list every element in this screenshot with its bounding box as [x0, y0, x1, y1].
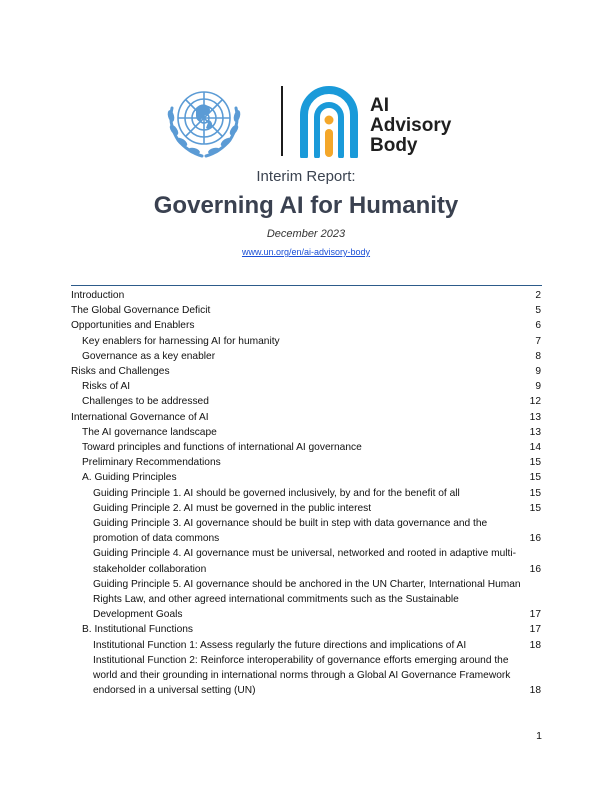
toc-entry[interactable] [71, 440, 541, 455]
toc-entry-page: 5 [535, 305, 541, 317]
wordmark-line-2: Advisory [370, 115, 452, 136]
toc-entry-title: The AI governance landscape [82, 426, 217, 438]
toc-entry[interactable] [71, 334, 541, 349]
toc-entry[interactable] [71, 394, 541, 409]
toc-entry-page: 15 [529, 472, 541, 484]
toc-entry[interactable] [71, 455, 541, 470]
toc-entry-page: 8 [535, 350, 541, 362]
report-url-link[interactable]: www.un.org/en/ai-advisory-body [241, 247, 371, 257]
toc-entry[interactable] [71, 486, 541, 501]
toc-entry-title: Institutional Function 2: Reinforce interoperability of governance efforts emerging around the world and their grounding in international norms through a Global AI Governance Framework endorsed in a universal setting (UN) [93, 654, 511, 697]
toc-entry-page: 2 [535, 290, 541, 301]
table-of-contents [71, 288, 541, 698]
toc-entry-page: 7 [535, 335, 541, 347]
toc-entry-page: 17 [529, 609, 541, 621]
toc-entry[interactable] [71, 470, 541, 485]
toc-entry[interactable] [71, 577, 541, 623]
toc-entry[interactable] [71, 410, 541, 425]
toc-entry[interactable] [71, 288, 541, 303]
report-date: December 2023 [266, 228, 346, 240]
toc-entry-page: 12 [529, 396, 541, 408]
toc-entry-title: Guiding Principle 2. AI must be governed in the public interest [93, 502, 372, 514]
toc-entry-title: Key enablers for harnessing AI for humanity [82, 335, 280, 347]
toc-entry-title: B. Institutional Functions [82, 624, 193, 636]
toc-entry[interactable] [71, 349, 541, 364]
toc-entry-title: A. Guiding Principles [82, 472, 177, 484]
toc-entry-page: 15 [529, 457, 541, 469]
toc-entry-page: 17 [529, 624, 541, 636]
wordmark-line-1: AI [370, 95, 389, 116]
logo-row [0, 78, 612, 164]
toc-entry-page: 9 [535, 366, 541, 378]
toc-divider [71, 285, 542, 286]
toc-entry[interactable] [71, 379, 541, 394]
toc-entry-title: Introduction [71, 290, 125, 301]
toc-entry-title: Governance as a key enabler [82, 350, 216, 362]
un-emblem-icon [162, 78, 246, 162]
toc-entry[interactable] [71, 303, 541, 318]
toc-entry-page: 14 [529, 442, 541, 454]
page-number: 1 [536, 730, 542, 742]
toc-entry[interactable] [71, 546, 541, 576]
toc-entry-title: Risks and Challenges [71, 366, 170, 378]
report-subtitle: Interim Report: [256, 168, 356, 185]
toc-entry-page: 18 [529, 685, 541, 697]
toc-entry-title: Opportunities and Enablers [71, 320, 195, 332]
toc-entry-title: Guiding Principle 3. AI governance should be built in step with data governance and the promotion of data commons [93, 518, 488, 545]
ai-advisory-body-logo-icon [298, 84, 360, 158]
toc-entry[interactable] [71, 501, 541, 516]
toc-entry-page: 18 [529, 639, 541, 651]
toc-entry-title: Guiding Principle 1. AI should be governed inclusively, by and for the benefit of all [93, 487, 460, 499]
toc-entry-page: 15 [529, 502, 541, 514]
toc-entry-title: Challenges to be addressed [82, 396, 209, 408]
toc-entry-title: International Governance of AI [71, 411, 209, 423]
toc-entry-title: Toward principles and functions of international AI governance [82, 442, 362, 454]
toc-entry[interactable] [71, 653, 541, 699]
toc-entry-page: 16 [529, 533, 541, 545]
toc-entry-title: Guiding Principle 5. AI governance should be anchored in the UN Charter, International Human Rights Law, and other agreed international commitments such as the Sustainable Development Goals [93, 578, 521, 621]
logo-divider [281, 86, 283, 156]
toc-entry-title: The Global Governance Deficit [71, 305, 211, 317]
wordmark-line-3: Body [370, 135, 418, 156]
toc-entry-page: 13 [529, 426, 541, 438]
toc-entry-page: 6 [535, 320, 541, 332]
toc-entry[interactable] [71, 318, 541, 333]
toc-entry[interactable] [71, 638, 541, 653]
ai-advisory-body-wordmark [370, 96, 451, 156]
toc-entry[interactable] [71, 425, 541, 440]
toc-entry-title: Institutional Function 1: Assess regularly the future directions and implications of AI [93, 639, 467, 651]
toc-entry-page: 15 [529, 487, 541, 499]
toc-entry-page: 13 [529, 411, 541, 423]
toc-entry[interactable] [71, 364, 541, 379]
report-title: Governing AI for Humanity [153, 192, 459, 219]
toc-entry-title: Guiding Principle 4. AI governance must be universal, networked and rooted in adaptive multi-stakeholder collaboration [93, 548, 517, 575]
toc-entry-title: Preliminary Recommendations [82, 457, 221, 469]
toc-entry[interactable] [71, 622, 541, 637]
toc-entry-page: 16 [529, 563, 541, 575]
toc-entry-title: Risks of AI [82, 381, 131, 393]
toc-entry-page: 9 [535, 381, 541, 393]
toc-entry[interactable] [71, 516, 541, 546]
